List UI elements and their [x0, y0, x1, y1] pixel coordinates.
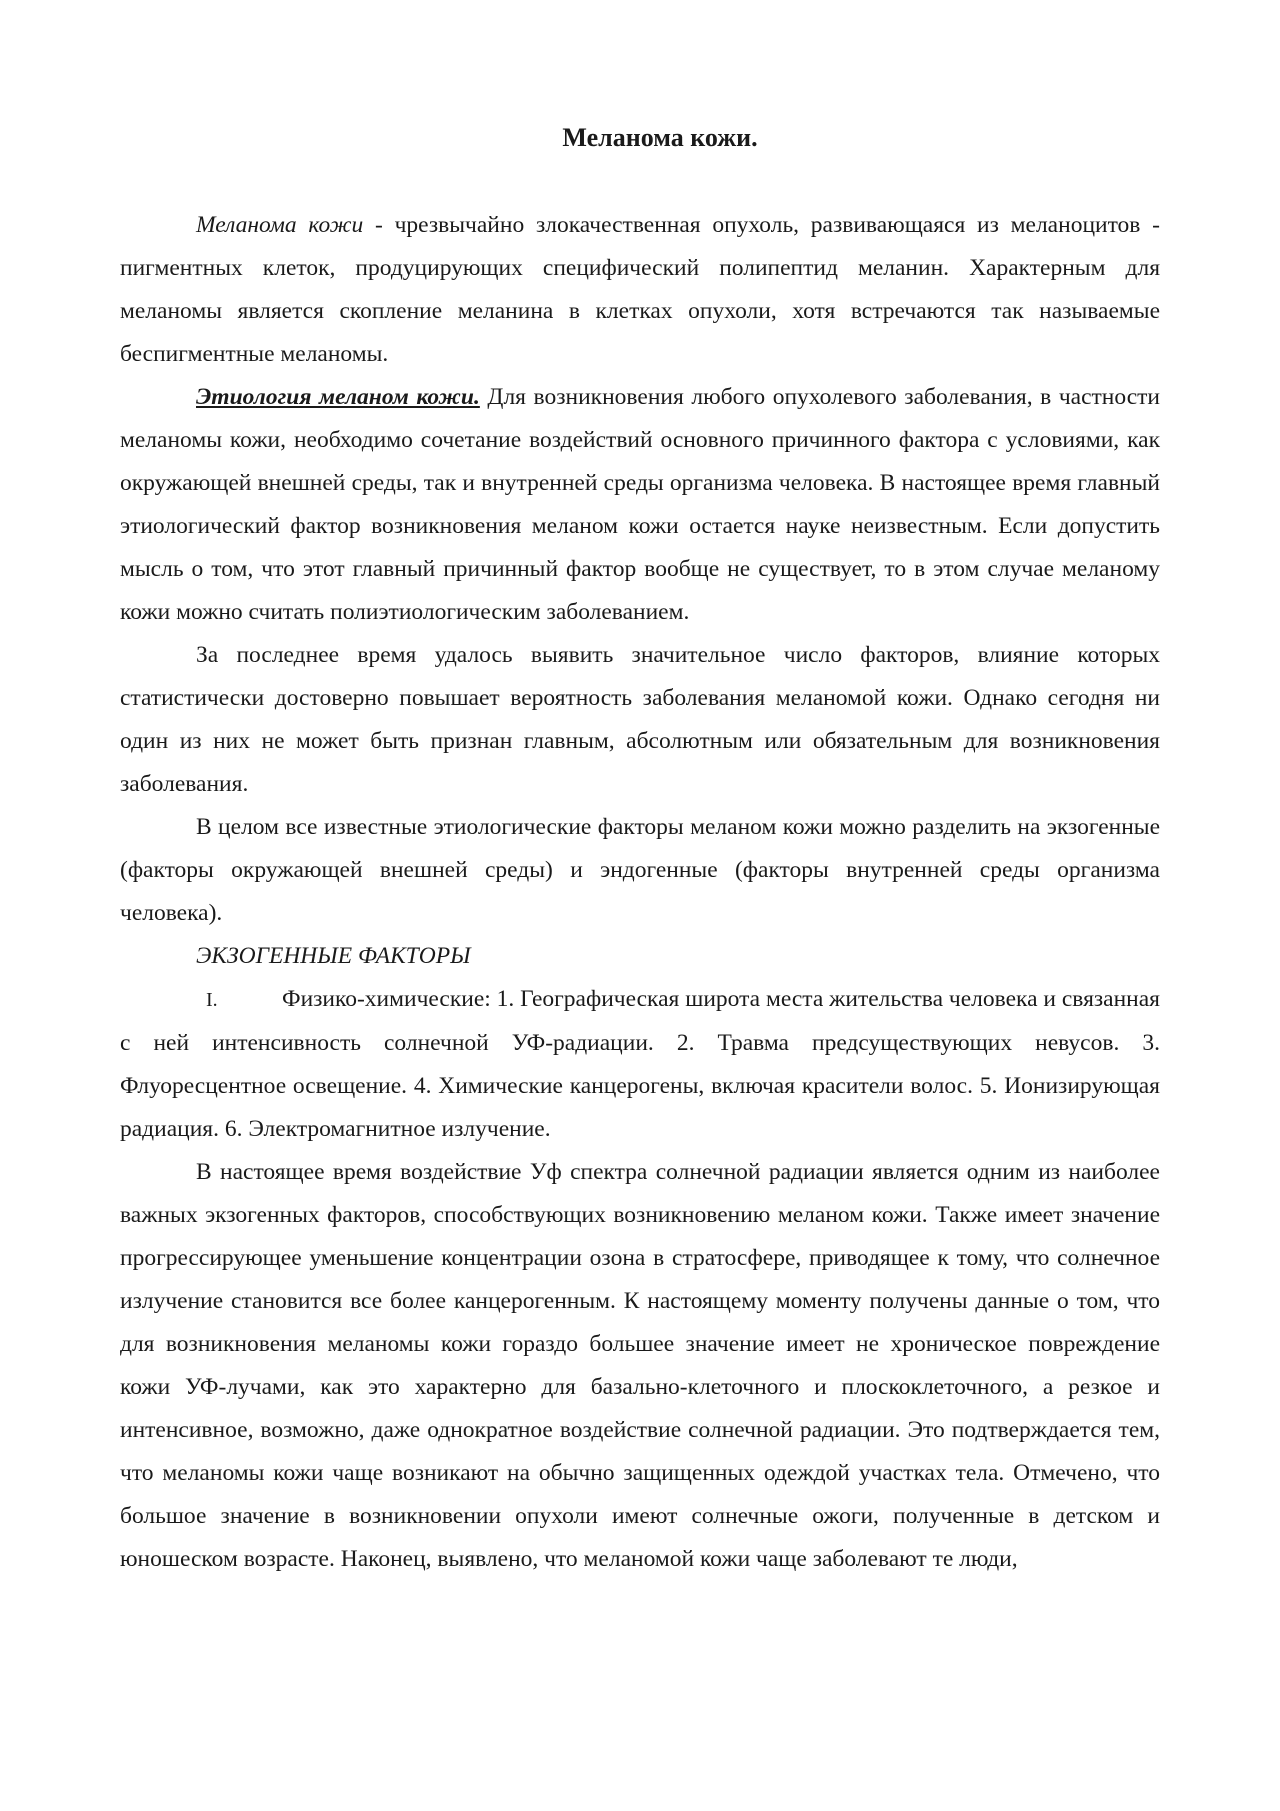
etiology-heading: Этиология меланом кожи.	[196, 384, 480, 410]
document-page	[120, 118, 1160, 1581]
paragraph-definition	[120, 204, 1160, 376]
paragraph-definition-text: - чрезвычайно злокачественная опухоль, развивающаяся из меланоцитов - пигментных клеток, продуцирующих специфический полипептид меланин. Характерным для меланомы является скопление меланина в клетках опухоли, хотя встречаются так называемые беспигментные меланомы.	[120, 212, 1160, 367]
list-item-text: Физико-химические: 1. Географическая широта места жительства человека и связанная с ней интенсивность солнечной УФ-радиации. 2. Травма предсуществующих невусов. 3. Флуоресцентное освещение. 4. Химические канцерогены, включая красители волос. 5. Ионизирующая радиация. 6. Электромагнитное излучение.	[120, 986, 1160, 1142]
paragraph-uv-radiation: В настоящее время воздействие Уф спектра солнечной радиации является одним из наиболее важных экзогенных факторов, способствующих возникновению меланом кожи. Также имеет значение прогрессирующее уменьшение концентрации озона в стратосфере, приводящее к тому, что солнечное излучение становится все более канцерогенным. К настоящему моменту получены данные о том, что для возникновения меланомы кожи гораздо большее значение имеет не хроническое повреждение кожи УФ-лучами, как это характерно для базально-клеточного и плоскоклеточного, а резкое и интенсивное, возможно, даже однократное воздействие солнечной радиации. Это подтверждается тем, что меланомы кожи чаще возникают на обычно защищенных одеждой участках тела. Отмечено, что большое значение в возникновении опухоли имеют солнечные ожоги, полученные в детском и юношеском возрасте. Наконец, выявлено, что меланомой кожи чаще заболевают те люди,	[120, 1159, 1160, 1572]
list-item-number: I.	[206, 989, 218, 1011]
exogenous-factors-heading: ЭКЗОГЕННЫЕ ФАКТОРЫ	[196, 943, 471, 969]
document-title: Меланома кожи.	[562, 123, 758, 152]
list-item	[120, 978, 1160, 1151]
term-melanoma: Меланома кожи	[196, 212, 364, 238]
paragraph-etiology-text: Для возникновения любого опухолевого заболевания, в частности меланомы кожи, необходимо сочетание воздействий основного причинного фактора с условиями, как окружающей внешней среды, так и внутренней среды организма человека. В настоящее время главный этиологический фактор возникновения меланом кожи остается науке неизвестным. Если допустить мысль о том, что этот главный причинный фактор вообще не существует, то в этом случае меланому кожи можно считать полиэтиологическим заболеванием.	[120, 384, 1160, 625]
paragraph-factors: За последнее время удалось выявить значительное число факторов, влияние которых статистически достоверно повышает вероятность заболевания меланомой кожи. Однако сегодня ни один из них не может быть признан главным, абсолютным или обязательным для возникновения заболевания.	[120, 642, 1160, 797]
paragraph-classification: В целом все известные этиологические факторы меланом кожи можно разделить на экзогенные (факторы окружающей внешней среды) и эндогенные (факторы внутренней среды организма человека).	[120, 814, 1160, 926]
paragraph-etiology	[120, 376, 1160, 634]
